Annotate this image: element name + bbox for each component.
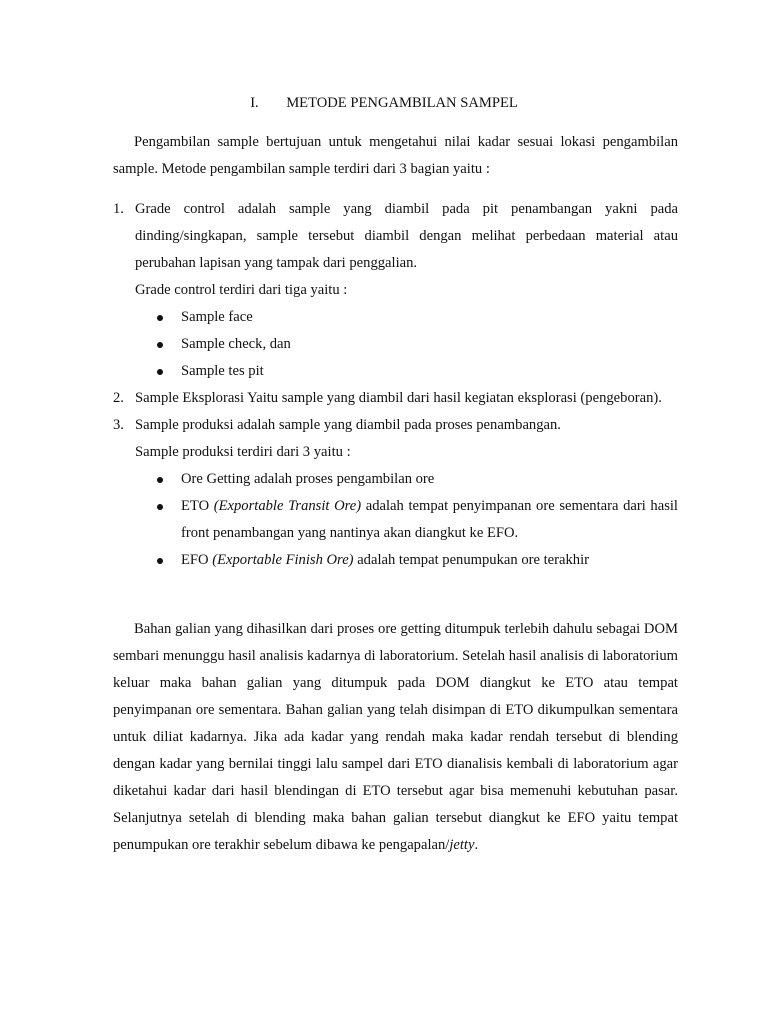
method-item-2: [113, 385, 678, 412]
bullet-item: Sample face: [181, 304, 678, 331]
bullet-dot-icon: [157, 477, 163, 483]
method-item-1: [113, 196, 678, 385]
intro-paragraph: [113, 129, 678, 183]
item-number: 3.: [113, 417, 124, 433]
item-text: Sample produksi adalah sample yang diambil pada proses penambangan.: [135, 417, 561, 433]
method-list: [113, 196, 678, 574]
section-number: I.: [250, 95, 259, 111]
bullet-dot-icon: [157, 558, 163, 564]
bullet-item: ETO (Exportable Transit Ore) adalah tempat penyimpanan ore sementara dari hasil front penambangan yang nantinya akan diangkut ke EFO.: [181, 493, 678, 547]
grade-control-bullets: [135, 304, 678, 385]
produksi-bullets: [135, 466, 678, 574]
item-text: Grade control adalah sample yang diambil pada pit penambangan yakni pada dinding/singkapan, sample tersebut diambil dengan melihat perbedaan material atau perubahan lapisan yang tampak dari penggalian.: [135, 201, 678, 271]
item-sub-intro: Sample produksi terdiri dari 3 yaitu :: [135, 444, 351, 460]
item-number: 1.: [113, 201, 124, 217]
bullet-dot-icon: [157, 369, 163, 375]
item-sub-intro: Grade control terdiri dari tiga yaitu :: [135, 282, 348, 298]
item-text: Sample Eksplorasi Yaitu sample yang diambil dari hasil kegiatan eksplorasi (pengeboran).: [135, 390, 662, 406]
section-heading: [0, 94, 768, 112]
section-title: METODE PENGAMBILAN SAMPEL: [286, 95, 518, 111]
closing-paragraph: [113, 616, 678, 859]
intro-text: Pengambilan sample bertujuan untuk mengetahui nilai kadar sesuai lokasi pengambilan sample. Metode pengambilan sample terdiri dari 3 bagian yaitu :: [113, 134, 678, 177]
bullet-item: EFO (Exportable Finish Ore) adalah tempat penumpukan ore terakhir: [181, 547, 678, 574]
bullet-dot-icon: [157, 315, 163, 321]
closing-text: Bahan galian yang dihasilkan dari proses ore getting ditumpuk terlebih dahulu sebagai DOM sembari menunggu hasil analisis kadarnya di laboratorium. Setelah hasil analisis di laboratorium keluar maka bahan galian yang ditumpuk pada DOM diangkut ke ETO atau tempat penyimpanan ore sementara. Bahan galian yang telah disimpan di ETO dikumpulkan sementara untuk diliat kadarnya. Jika ada kadar yang rendah maka kadar rendah tersebut di blending dengan kadar yang bernilai tinggi lalu sampel dari ETO dianalisis kembali di laboratorium agar diketahui kadar dari hasil blendingan di ETO tersebut agar bisa memenuhi kebutuhan pasar. Selanjutnya setelah di blending maka bahan galian tersebut diangkut ke EFO yaitu tempat penumpukan ore terakhir sebelum dibawa ke pengapalan/jetty.: [113, 621, 678, 853]
item-number: 2.: [113, 390, 124, 406]
method-item-3: [113, 412, 678, 574]
bullet-item: Ore Getting adalah proses pengambilan ore: [181, 466, 678, 493]
bullet-item: Sample check, dan: [181, 331, 678, 358]
bullet-dot-icon: [157, 504, 163, 510]
bullet-item: Sample tes pit: [181, 358, 678, 385]
bullet-dot-icon: [157, 342, 163, 348]
